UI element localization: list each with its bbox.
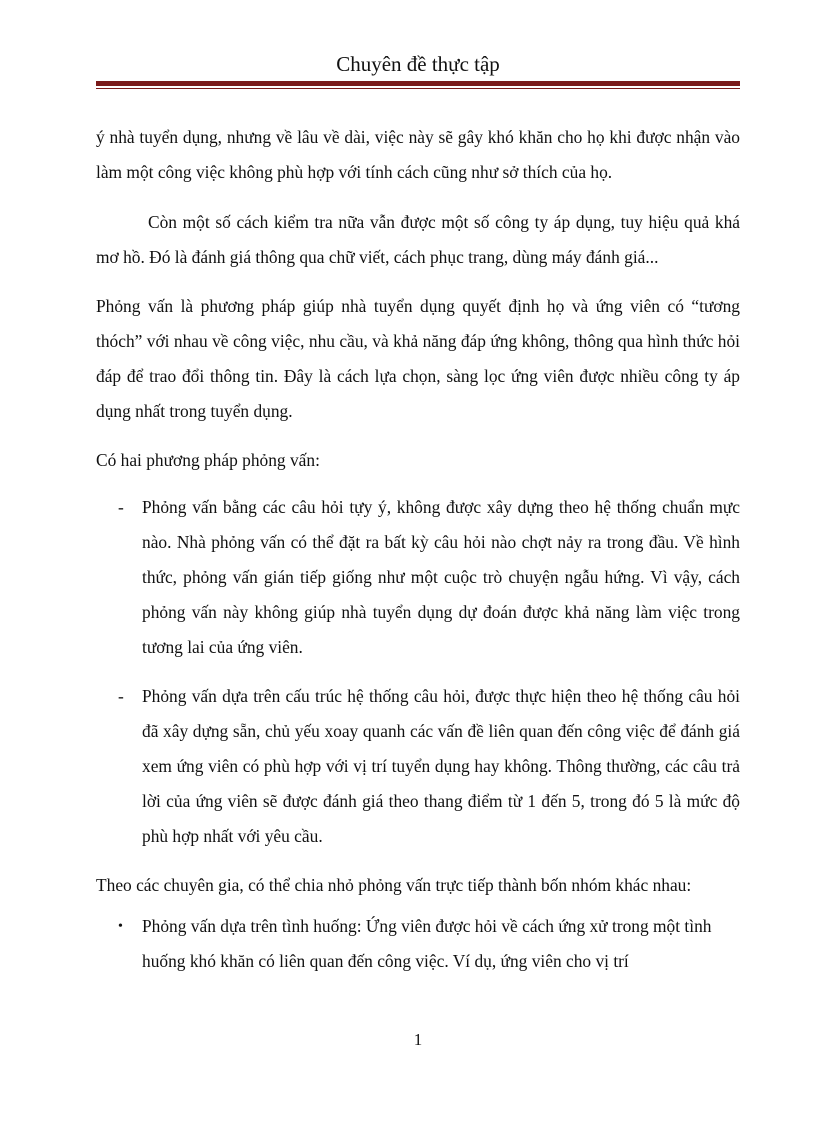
paragraph: Theo các chuyên gia, có thể chia nhỏ phỏng vấn trực tiếp thành bốn nhóm khác nhau: bbox=[96, 875, 692, 895]
header-rule-thin bbox=[96, 88, 740, 89]
bullet-icon: • bbox=[118, 919, 123, 934]
dash-list-item-text: Phỏng vấn dựa trên cấu trúc hệ thống câu hỏi, được thực hiện theo hệ thống câu hỏi đã xây dựng sẵn, chủ yếu xoay quanh các vấn đề liên quan đến công việc để đánh giá xem ứng viên có phù hợp với vị trí tuyển dụng hay không. Thông thường, các câu trả lời của ứng viên sẽ được đánh giá theo thang điểm từ 1 đến 5, trong đó 5 là mức độ phù hợp nhất với yêu cầu. bbox=[142, 686, 740, 846]
dash-marker: - bbox=[118, 497, 124, 517]
dash-list-item bbox=[96, 490, 740, 665]
paragraph-indented: Còn một số cách kiểm tra nữa vẫn được một số công ty áp dụng, tuy hiệu quả khá mơ hồ. Đó là đánh giá thông qua chữ viết, cách phục trang, dùng máy đánh giá... bbox=[96, 212, 740, 267]
bullet-list bbox=[96, 909, 740, 979]
dash-list bbox=[96, 490, 740, 854]
paragraph: Có hai phương pháp phỏng vấn: bbox=[96, 450, 320, 470]
bullet-list-item-text: Phỏng vấn dựa trên tình huống: Ứng viên được hỏi về cách ứng xử trong một tình huống khó khăn có liên quan đến công việc. Ví dụ, ứng viên cho vị trí bbox=[142, 916, 712, 971]
dash-list-item bbox=[96, 679, 740, 854]
dash-list-item-text: Phỏng vấn bằng các câu hỏi tựy ý, không được xây dựng theo hệ thống chuẩn mực nào. Nhà phỏng vấn có thể đặt ra bất kỳ câu hỏi nào chợt nảy ra trong đầu. Về hình thức, phỏng vấn gián tiếp giống như một cuộc trò chuyện ngẫu hứng. Vì vậy, cách phỏng vấn này không giúp nhà tuyển dụng dự đoán được khả năng làm việc trong tương lai của ứng viên. bbox=[142, 497, 740, 657]
header-rule bbox=[96, 81, 740, 86]
bullet-list-item bbox=[96, 909, 722, 979]
dash-marker: - bbox=[118, 686, 124, 706]
page-number: 1 bbox=[413, 1030, 423, 1049]
document-body bbox=[96, 120, 740, 979]
paragraph: Phỏng vấn là phương pháp giúp nhà tuyển dụng quyết định họ và ứng viên có “tương thóch” với nhau về công việc, nhu cầu, và khả năng đáp ứng không, thông qua hình thức hỏi đáp để trao đổi thông tin. Đây là cách lựa chọn, sàng lọc ứng viên được nhiều công ty áp dụng nhất trong tuyển dụng. bbox=[96, 296, 740, 421]
paragraph: ý nhà tuyển dụng, nhưng về lâu về dài, việc này sẽ gây khó khăn cho họ khi được nhận vào làm một công việc không phù hợp với tính cách cũng như sở thích của họ. bbox=[96, 127, 740, 182]
header-title: Chuyên đề thực tập bbox=[336, 52, 500, 76]
